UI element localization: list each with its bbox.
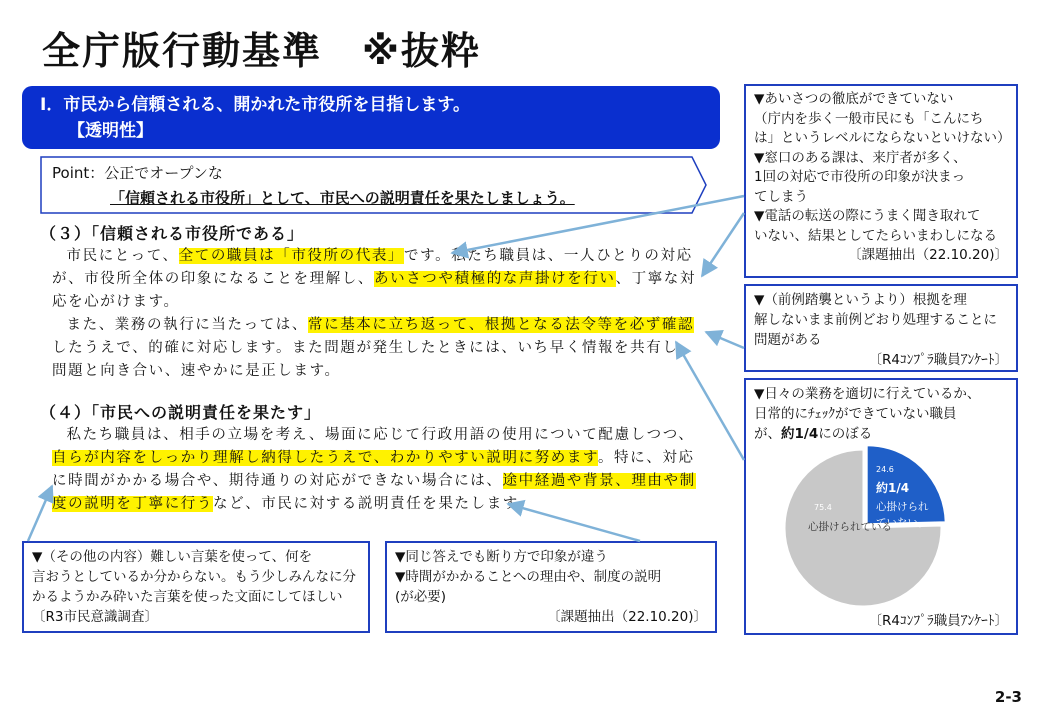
citizen-survey-box [22, 541, 370, 633]
section3-paragraph2 [52, 314, 698, 383]
issue-extraction-box-bottom [385, 541, 717, 633]
highlight-run: あいさつや積極的な声掛けを行い [374, 271, 616, 287]
text-run: 。特に、対応に時間がかかる場合や、期待通りの対応ができない場合には、 [52, 450, 695, 489]
arrow-to-greeting [702, 213, 744, 276]
section4-heading: （４）「市民への説明責任を果たす」 [40, 403, 322, 422]
text-run: 私たち職員は、相手の立場を考え、場面に応じて行政用語の使用について配慮しつつ、 [66, 427, 695, 443]
arrow-to-explain [28, 486, 52, 541]
banner-line1: Ⅰ．市民から信頼される、開かれた市役所を目指します。 [40, 95, 470, 115]
slice-value-label: 24.6 [876, 465, 894, 474]
emphasis-run: 約1/4 [781, 426, 819, 442]
issue-extraction-box-right [744, 84, 1018, 278]
slice-label: 心掛けられている [808, 521, 892, 533]
text-run: が、 [754, 426, 781, 442]
box-source: 〔課題抽出（22.10.20)〕 [547, 609, 707, 625]
box-source: 〔R4ｺﾝﾌﾟﾗ職員ｱﾝｹｰﾄ〕 [868, 613, 1008, 629]
banner-line2: 【透明性】 [68, 121, 153, 141]
staff-survey-box-precedent [744, 284, 1018, 372]
highlight-run: 途中経過や背景、理由や制度の説明を丁寧に行う [52, 473, 696, 512]
page-number: 2-3 [994, 688, 1022, 706]
box-line: てしまう [754, 188, 808, 205]
slice-callout: 約1/4 [876, 481, 910, 495]
box-line: ▼（その他の内容）難しい言葉を使って、何を [32, 549, 313, 565]
box-line: かるようかみ砕いた言葉を使った文面にしてほしい [32, 589, 343, 605]
box-line: 問題がある [754, 332, 822, 348]
box-source: 〔R3市民意識調査〕 [32, 609, 158, 625]
box-source: 〔R4ｺﾝﾌﾟﾗ職員ｱﾝｹｰﾄ〕 [868, 352, 1008, 368]
section3-body [52, 245, 698, 383]
section3-heading: （３）「信頼される市役所である」 [40, 224, 305, 243]
staff-survey-box-check [744, 378, 1018, 635]
box-line: ▼（前例踏襲というより）根拠を理 [754, 292, 967, 308]
text-run: など、市民に対する説明責任を果たします。 [213, 496, 534, 512]
text-run: また、業務の執行に当たっては、 [66, 317, 308, 333]
slice-label-line1: 心掛けられ [876, 501, 929, 513]
pie-chart [778, 446, 978, 606]
arrow-to-confirm-law [706, 332, 744, 348]
slice-label-line2: ていない。 [876, 517, 929, 529]
highlight-run: 自らが内容をしっかり理解し納得したうえで、わかりやすい説明に努めます [52, 450, 598, 466]
box-line: 言おうとしているか分からない。もう少しみんなに分 [32, 569, 356, 585]
section4-paragraph1 [52, 424, 698, 516]
section3-paragraph1 [52, 245, 698, 314]
page-title: 全庁版行動基準 ※抜粋 [42, 29, 481, 73]
box-line: 日常的にﾁｪｯｸができていない職員 [754, 406, 957, 422]
box-line [754, 424, 1008, 444]
box-line: いない、結果としてたらいまわしになる [754, 227, 997, 244]
box-line: 解しないまま前例どおり処理することに [754, 312, 997, 328]
slice-value-label: 75.4 [814, 503, 832, 512]
highlight-run: 全ての職員は「市役所の代表」 [178, 248, 405, 264]
box-line: （庁内を歩く一般市民にも「こんにち [754, 110, 984, 127]
text-run: 市民にとって、 [66, 248, 179, 264]
box-line: は」というレベルにならないといけない） [754, 130, 1011, 146]
point-line1: Point：公正でオープンな [52, 164, 223, 182]
box-line: ▼あいさつの徹底ができていない [754, 91, 954, 107]
section-banner [22, 86, 720, 149]
box-line: ▼同じ答えでも断り方で印象が違う [395, 549, 608, 565]
text-run: したうえで、的確に対応します。また問題が発生したときには、いち早く情報を共有し、問題と向き合い、速やかに是正します。 [52, 340, 695, 379]
text-run: にのぼる [818, 426, 873, 442]
point-box [40, 156, 708, 214]
box-line: ▼窓口のある課は、来庁者が多く、 [754, 149, 967, 166]
box-line: ▼電話の転送の際にうまく聞き取れて [754, 208, 981, 224]
box-line: 1回の対応で市役所の印象が決まっ [754, 169, 966, 185]
text-run: です。私たち職員は、一人ひとりの対応が、市役所全体の印象になることを理解し、 [52, 248, 693, 287]
box-source: 〔課題抽出（22.10.20)〕 [848, 247, 1008, 263]
text-run: 、丁寧な対応を心がけます。 [52, 271, 696, 310]
section4-body [52, 424, 698, 516]
highlight-run: 常に基本に立ち返って、根拠となる法令等を必ず確認 [308, 317, 695, 333]
box-line: ▼時間がかかることへの理由や、制度の説明 [395, 569, 662, 585]
box-line: ▼日々の業務を適切に行えているか、 [754, 386, 981, 402]
box-line: (が必要) [395, 589, 447, 605]
point-line2: 「信頼される市役所」として、市民への説明責任を果たしましょう。 [110, 189, 575, 207]
